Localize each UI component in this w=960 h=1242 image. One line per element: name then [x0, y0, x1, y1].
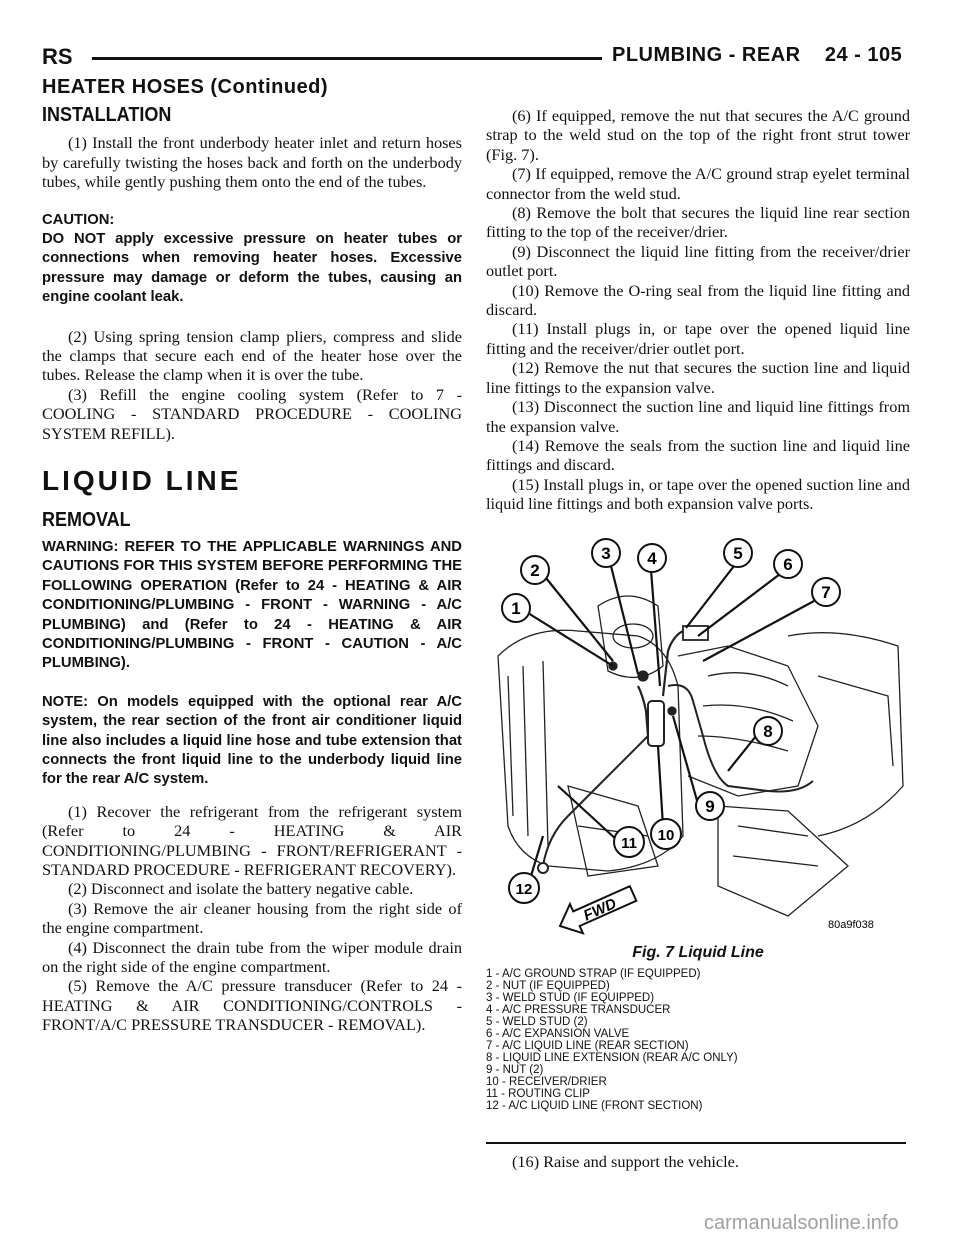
watermark: carmanualsonline.info [704, 1212, 899, 1234]
header-section-code: RS [42, 44, 73, 69]
figure-bottom-rule [486, 1142, 906, 1144]
continued-heading: HEATER HOSES (Continued) [42, 76, 329, 98]
figure-legend [486, 968, 906, 1112]
removal-step: (6) If equipped, remove the nut that secures the A/C ground strap to the weld stud on the top of the right front strut tower (Fig. 7). [486, 106, 910, 164]
header-rule [92, 57, 602, 60]
removal-step: (4) Disconnect the drain tube from the wiper module drain on the right side of the engine compartment. [42, 937, 462, 977]
fwd-label: FWD [580, 895, 620, 925]
legend-item: 12 - A/C LIQUID LINE (FRONT SECTION) [486, 1100, 703, 1112]
callout-12-label: 12 [515, 881, 533, 898]
liquid-line-title: LIQUID LINE [42, 465, 242, 497]
removal-step: (8) Remove the bolt that secures the liquid line rear section fitting to the top of the receiver/drier. [486, 203, 910, 242]
installation-step-2: (2) Using spring tension clamp pliers, compress and slide the clamps that secure each end of the heater hose over the tubes. Release the clamp when it is over the tube. [42, 326, 462, 385]
callout-5-label: 5 [733, 544, 743, 563]
removal-step: (7) If equipped, remove the A/C ground strap eyelet terminal connector from the weld stud. [486, 164, 910, 203]
removal-step: (3) Remove the air cleaner housing from the right side of the engine compartment. [42, 898, 462, 938]
warning-text: WARNING: REFER TO THE APPLICABLE WARNINGS AND CAUTIONS FOR THIS SYSTEM BEFORE PERFORMING THE FOLLOWING OPERATION (Refer to 24 - HEATING & AIR CONDITIONING/PLUMBING - FRONT - WARNING - A/C PLUMBING) and (Refer to 24 - HEATING & AIR CONDITIONING/PLUMBING - FRONT - CAUTION - A/C PLUMBING). [42, 538, 462, 672]
legend-item: 7 - A/C LIQUID LINE (REAR SECTION) [486, 1040, 689, 1052]
figure-caption: Fig. 7 Liquid Line [632, 944, 764, 961]
callout-11-label: 11 [621, 835, 637, 852]
callout-6-label: 6 [783, 555, 793, 574]
figure-code: 80a9f038 [828, 919, 874, 931]
legend-item: 4 - A/C PRESSURE TRANSDUCER [486, 1004, 671, 1016]
removal-step: (9) Disconnect the liquid line fitting from the receiver/drier outlet port. [486, 241, 910, 281]
installation-step-1: (1) Install the front underbody heater inlet and return hoses by carefully twisting the hoses back and forth on the underbody tubes, while gently pushing them onto the end of the tubes. [42, 133, 462, 192]
installation-step-3: (3) Refill the engine cooling system (Refer to 7 - COOLING - STANDARD PROCEDURE - COOLING SYSTEM REFILL). [42, 384, 462, 443]
callout-1-label: 1 [511, 599, 521, 618]
callout-7-label: 7 [821, 583, 831, 602]
callout-10-label: 10 [657, 827, 675, 844]
callout-9-label: 9 [705, 797, 715, 816]
legend-item: 6 - A/C EXPANSION VALVE [486, 1028, 630, 1040]
legend-item: 9 - NUT (2) [486, 1064, 544, 1076]
removal-heading: REMOVAL [42, 508, 131, 531]
right-column [486, 106, 910, 514]
legend-item: 5 - WELD STUD (2) [486, 1016, 588, 1028]
removal-step: (13) Disconnect the suction line and liquid line fittings from the expansion valve. [486, 397, 910, 436]
legend-item: 3 - WELD STUD (IF EQUIPPED) [486, 992, 655, 1004]
fwd-arrow-icon [553, 879, 639, 941]
legend-item: 1 - A/C GROUND STRAP (IF EQUIPPED) [486, 968, 701, 980]
caution-label: CAUTION: [42, 211, 115, 228]
liquid-line-figure [488, 536, 908, 941]
installation-heading: INSTALLATION [42, 104, 172, 126]
callout-4-label: 4 [647, 549, 657, 568]
removal-step: (1) Recover the refrigerant from the refrigerant system (Refer to 24 - HEATING & AIR CONDITIONING/PLUMBING - FRONT/REFRIGERANT - STANDARD PROCEDURE - REFRIGERANT RECOVERY). [42, 801, 462, 879]
removal-step: (12) Remove the nut that secures the suction line and liquid line fittings to the expansion valve. [486, 358, 910, 397]
removal-step: (11) Install plugs in, or tape over the opened liquid line fitting and the receiver/drier outlet port. [486, 319, 910, 358]
callout-3-label: 3 [601, 544, 611, 563]
removal-step: (2) Disconnect and isolate the battery negative cable. [68, 879, 414, 899]
left-column [42, 106, 462, 1035]
removal-step: (10) Remove the O-ring seal from the liquid line fitting and discard. [486, 280, 910, 320]
removal-step: (14) Remove the seals from the suction line and liquid line fittings and discard. [486, 435, 910, 475]
callout-8-label: 8 [763, 722, 773, 741]
legend-item: 2 - NUT (IF EQUIPPED) [486, 980, 610, 992]
removal-step: (15) Install plugs in, or tape over the opened suction line and liquid line fittings and both expansion valve ports. [486, 474, 910, 514]
header-page-title: PLUMBING - REAR 24 - 105 [612, 44, 903, 66]
caution-text: DO NOT apply excessive pressure on heater tubes or connections when removing heater hoses. Excessive pressure may damage or deform the tubes, causing an engine coolant leak. [42, 231, 462, 306]
removal-step: (5) Remove the A/C pressure transducer (Refer to 24 - HEATING & AIR CONDITIONING/CONTROLS - FRONT/A/C PRESSURE TRANSDUCER - REMOVAL). [42, 976, 462, 1035]
removal-step-final: (16) Raise and support the vehicle. [512, 1152, 739, 1171]
callout-2-label: 2 [530, 561, 540, 580]
legend-item: 8 - LIQUID LINE EXTENSION (REAR A/C ONLY) [486, 1052, 738, 1064]
legend-item: 10 - RECEIVER/DRIER [486, 1076, 607, 1088]
note-text: NOTE: On models equipped with the optional rear A/C system, the rear section of the front air conditioner liquid line also includes a liquid line hose and tube extension that connects the front liquid line to the underbody liquid line for the rear A/C system. [42, 693, 462, 788]
legend-item: 11 - ROUTING CLIP [486, 1088, 590, 1100]
